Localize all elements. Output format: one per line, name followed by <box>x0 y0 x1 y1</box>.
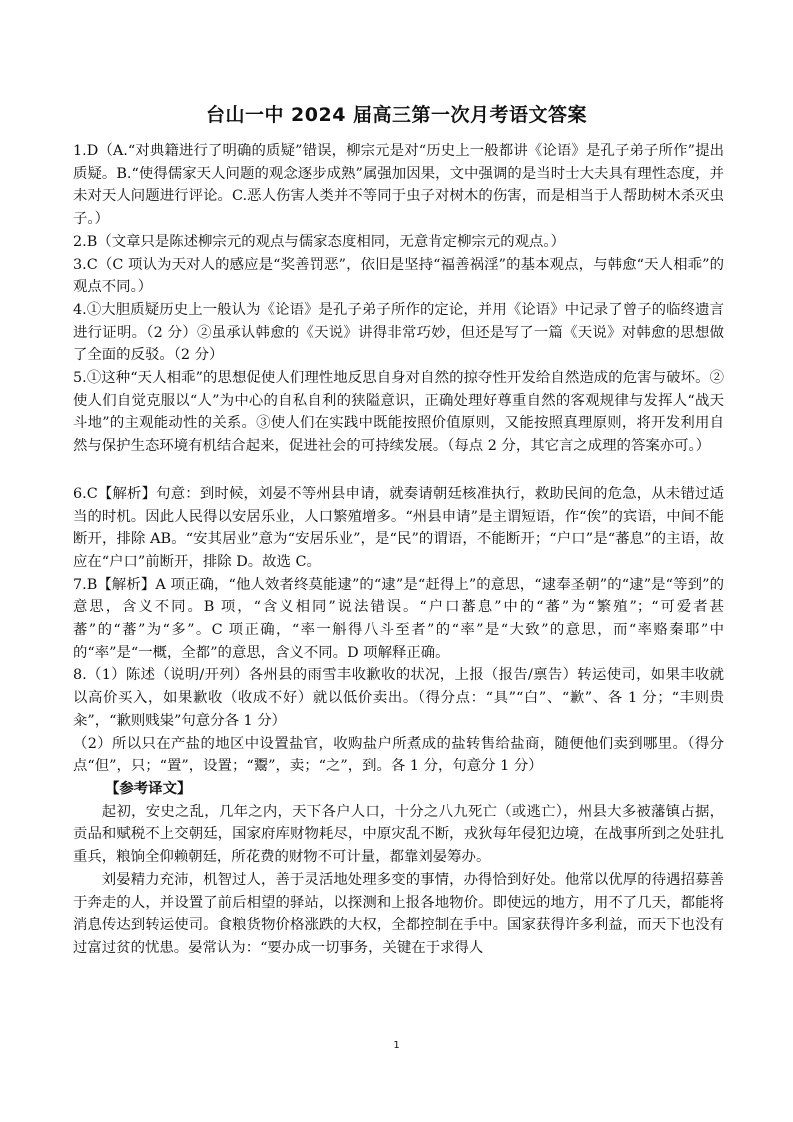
reference-paragraph-1: 起初，安史之乱，几年之内，天下各户人口，十分之八九死亡（或逃亡），州县大多被藩镇占据，贡品和赋税不上交朝廷，国家府库财物耗尽，中原灾乱不断，戎狄每年侵犯边境，在战事所到之处驻扎重兵，粮饷全仰赖朝廷，所花费的财物不可计量，都靠刘晏筹办。 <box>73 803 724 866</box>
answer-6: 6.C【解析】句意：到时候，刘晏不等州县申请，就奏请朝廷核准执行，救助民间的危急，从未错过适当的时机。因此人民得以安居乐业，人口繁殖增多。“州县申请”是主谓短语，作“俟”的宾语，中间不能断开，排除 AB。“安其居业”意为“安居乐业”，是“民”的谓语，不能断开；“户口”是“蕃息”的主语，故应在“户口”前断开，排除 D。故选 C。 <box>73 485 724 570</box>
page-number: 1 <box>393 1040 400 1051</box>
document-body <box>73 140 724 960</box>
answer-3: 3.C（C 项认为天对人的感应是“奖善罚恶”，依旧是坚持“福善祸淫”的基本观点，与韩愈“天人相乖”的观点不同。） <box>73 256 724 296</box>
document-title: 台山一中 2024 届高三第一次月考语文答案 <box>205 104 588 126</box>
reference-paragraph-2: 刘晏精力充沛，机智过人，善于灵活地处理多变的事情，办得恰到好处。他常以优厚的待遇招募善于奔走的人，并设置了前后相望的驿站，以探测和上报各地物价。即使远的地方，用不了几天，都能将消息传达到转运使司。食粮货物价格涨跌的大权，全都控制在手中。国家获得许多利益，而天下也没有过富过贫的忧患。晏常认为：“要办成一切事务，关键在于求得人 <box>73 871 724 956</box>
answer-5: 5.①这种“天人相乖”的思想促使人们理性地反思自身对自然的掠夺性开发给自然造成的危害与破坏。②使人们自觉克服以“人”为中心的自私自利的狭隘意识，正确处理好尊重自然的客观规律与发挥人“战天斗地”的主观能动性的关系。③使人们在实践中既能按照价值原则，又能按照真理原则，将开发利用自然与保护生态环境有机结合起来，促进社会的可持续发展。（每点 2 分，其它言之成理的答案亦可。） <box>73 370 724 455</box>
answer-2: 2.B（文章只是陈述柳宗元的观点与儒家态度相同，无意肯定柳宗元的观点。） <box>73 233 565 250</box>
answer-4: 4.①大胆质疑历史上一般认为《论语》是孔子弟子所作的定论，并用《论语》中记录了曾子的临终遗言进行证明。（2 分）②虽承认韩愈的《天说》讲得非常巧妙，但还是写了一篇《天说》对韩愈的思想做了全面的反驳。（2 分） <box>73 301 724 364</box>
answer-7: 7.B【解析】A 项正确，“他人效者终莫能逮”的“逮”是“赶得上”的意思，“逮奉圣朝”的“逮”是“等到”的意思，含义不同。B 项，“含义相同”说法错误。“户口蕃息”中的“蕃”为“繁殖”；“可爱者甚蕃”的“蕃”为“多”。C 项正确，“率一斛得八斗至者”的“率”是“大致”的意思，而“率赂秦耶”中的“率”是“一概，全都”的意思，含义不同。D 项解释正确。 <box>73 576 724 661</box>
reference-translation-heading: 【参考译文】 <box>105 779 192 797</box>
answer-1: 1.D（A.“对典籍进行了明确的质疑”错误，柳宗元是对“历史上一般都讲《论语》是孔子弟子所作”提出质疑。B.“使得儒家天人问题的观念逐步成熟”属强加因果，文中强调的是当时士大夫具有理性态度，并未对天人问题进行评论。C.恶人伤害人类并不等同于虫子对树木的伤害，而是相当于人帮助树木杀灭虫子。） <box>73 143 724 228</box>
answer-8-part-1: 8.（1）陈述（说明/开列）各州县的雨雪丰收歉收的状况，上报（报告/禀告）转运使司，如果丰收就以高价买入，如果歉收（收成不好）就以低价卖出。（得分点：“具”“白”、“歉”、各 1 分；“丰则贵籴”，“歉则贱粜”句意分各 1 分） <box>73 667 724 729</box>
answer-8-part-2: （2）所以只在产盐的地区中设置盐官，收购盐户所煮成的盐转售给盐商，随便他们卖到哪里。（得分点“但”，只；“置”，设置；“鬻”，卖；“之”，到。各 1 分，句意分 1 分） <box>73 735 724 775</box>
